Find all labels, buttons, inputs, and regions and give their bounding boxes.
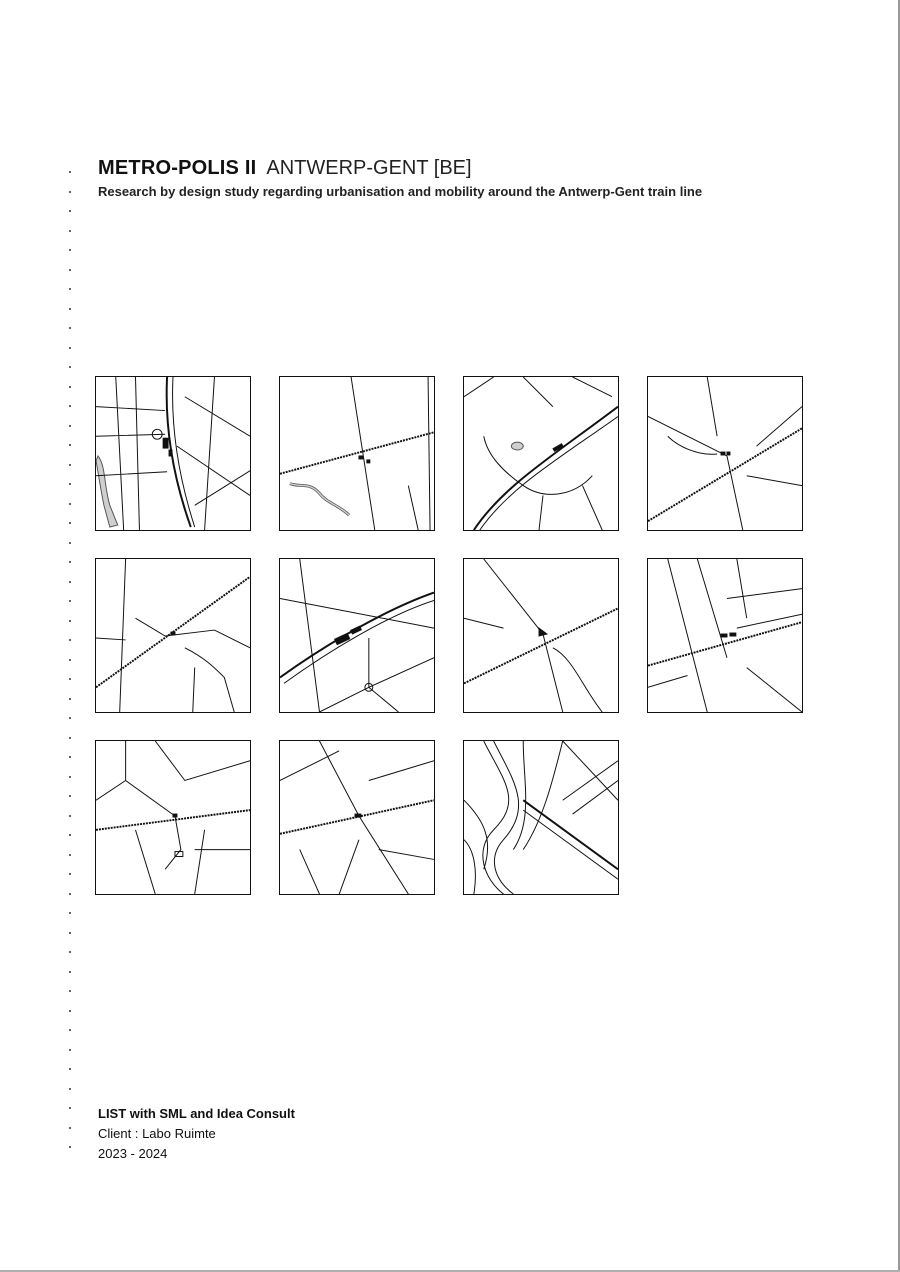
margin-dot xyxy=(69,347,71,349)
map-tile-6 xyxy=(279,558,435,713)
margin-dot xyxy=(69,1049,71,1051)
margin-dot xyxy=(69,425,71,427)
margin-dot xyxy=(69,483,71,485)
credits-client: Client : Labo Ruimte xyxy=(98,1126,216,1141)
margin-dot xyxy=(69,191,71,193)
map-tile-8 xyxy=(647,558,803,713)
margin-dot xyxy=(69,1107,71,1109)
margin-dot-rule xyxy=(69,0,73,1272)
margin-dot xyxy=(69,815,71,817)
margin-dot xyxy=(69,522,71,524)
margin-dot xyxy=(69,990,71,992)
margin-dot xyxy=(69,951,71,953)
page-title xyxy=(98,157,472,180)
margin-dot xyxy=(69,1146,71,1148)
margin-dot xyxy=(69,581,71,583)
map-tile-2 xyxy=(279,376,435,531)
margin-dot xyxy=(69,230,71,232)
margin-dot xyxy=(69,1068,71,1070)
margin-dot xyxy=(69,678,71,680)
margin-dot xyxy=(69,600,71,602)
margin-dot xyxy=(69,639,71,641)
margin-dot xyxy=(69,620,71,622)
margin-dot xyxy=(69,327,71,329)
margin-dot xyxy=(69,269,71,271)
map-tile-10 xyxy=(279,740,435,895)
margin-dot xyxy=(69,756,71,758)
margin-dot xyxy=(69,893,71,895)
margin-dot xyxy=(69,854,71,856)
credits-period: 2023 - 2024 xyxy=(98,1146,168,1161)
margin-dot xyxy=(69,834,71,836)
margin-dot xyxy=(69,873,71,875)
margin-dot xyxy=(69,503,71,505)
credits-team: LIST with SML and Idea Consult xyxy=(98,1106,295,1121)
margin-dot xyxy=(69,717,71,719)
margin-dot xyxy=(69,932,71,934)
margin-dot xyxy=(69,795,71,797)
margin-dot xyxy=(69,737,71,739)
margin-dot xyxy=(69,912,71,914)
project-title: METRO-POLIS II xyxy=(98,157,257,179)
margin-dot xyxy=(69,1010,71,1012)
margin-dot xyxy=(69,405,71,407)
map-tile-7 xyxy=(463,558,619,713)
margin-dot xyxy=(69,386,71,388)
margin-dot xyxy=(69,210,71,212)
margin-dot xyxy=(69,308,71,310)
margin-dot xyxy=(69,1088,71,1090)
map-tile-9 xyxy=(95,740,251,895)
margin-dot xyxy=(69,698,71,700)
margin-dot xyxy=(69,464,71,466)
map-tile-4 xyxy=(647,376,803,531)
margin-dot xyxy=(69,249,71,251)
margin-dot xyxy=(69,444,71,446)
margin-dot xyxy=(69,542,71,544)
margin-dot xyxy=(69,366,71,368)
margin-dot xyxy=(69,171,71,173)
map-tile-1 xyxy=(95,376,251,531)
margin-dot xyxy=(69,659,71,661)
margin-dot xyxy=(69,1127,71,1129)
map-tile-3 xyxy=(463,376,619,531)
map-tile-5 xyxy=(95,558,251,713)
credits-block xyxy=(98,1104,295,1164)
margin-dot xyxy=(69,1029,71,1031)
margin-dot xyxy=(69,561,71,563)
project-location: ANTWERP-GENT [BE] xyxy=(266,157,472,179)
project-subtitle: Research by design study regarding urbanisation and mobility around the Antwerp-Gent train line xyxy=(98,184,703,199)
margin-dot xyxy=(69,288,71,290)
margin-dot xyxy=(69,776,71,778)
map-tile-11 xyxy=(463,740,619,895)
margin-dot xyxy=(69,971,71,973)
